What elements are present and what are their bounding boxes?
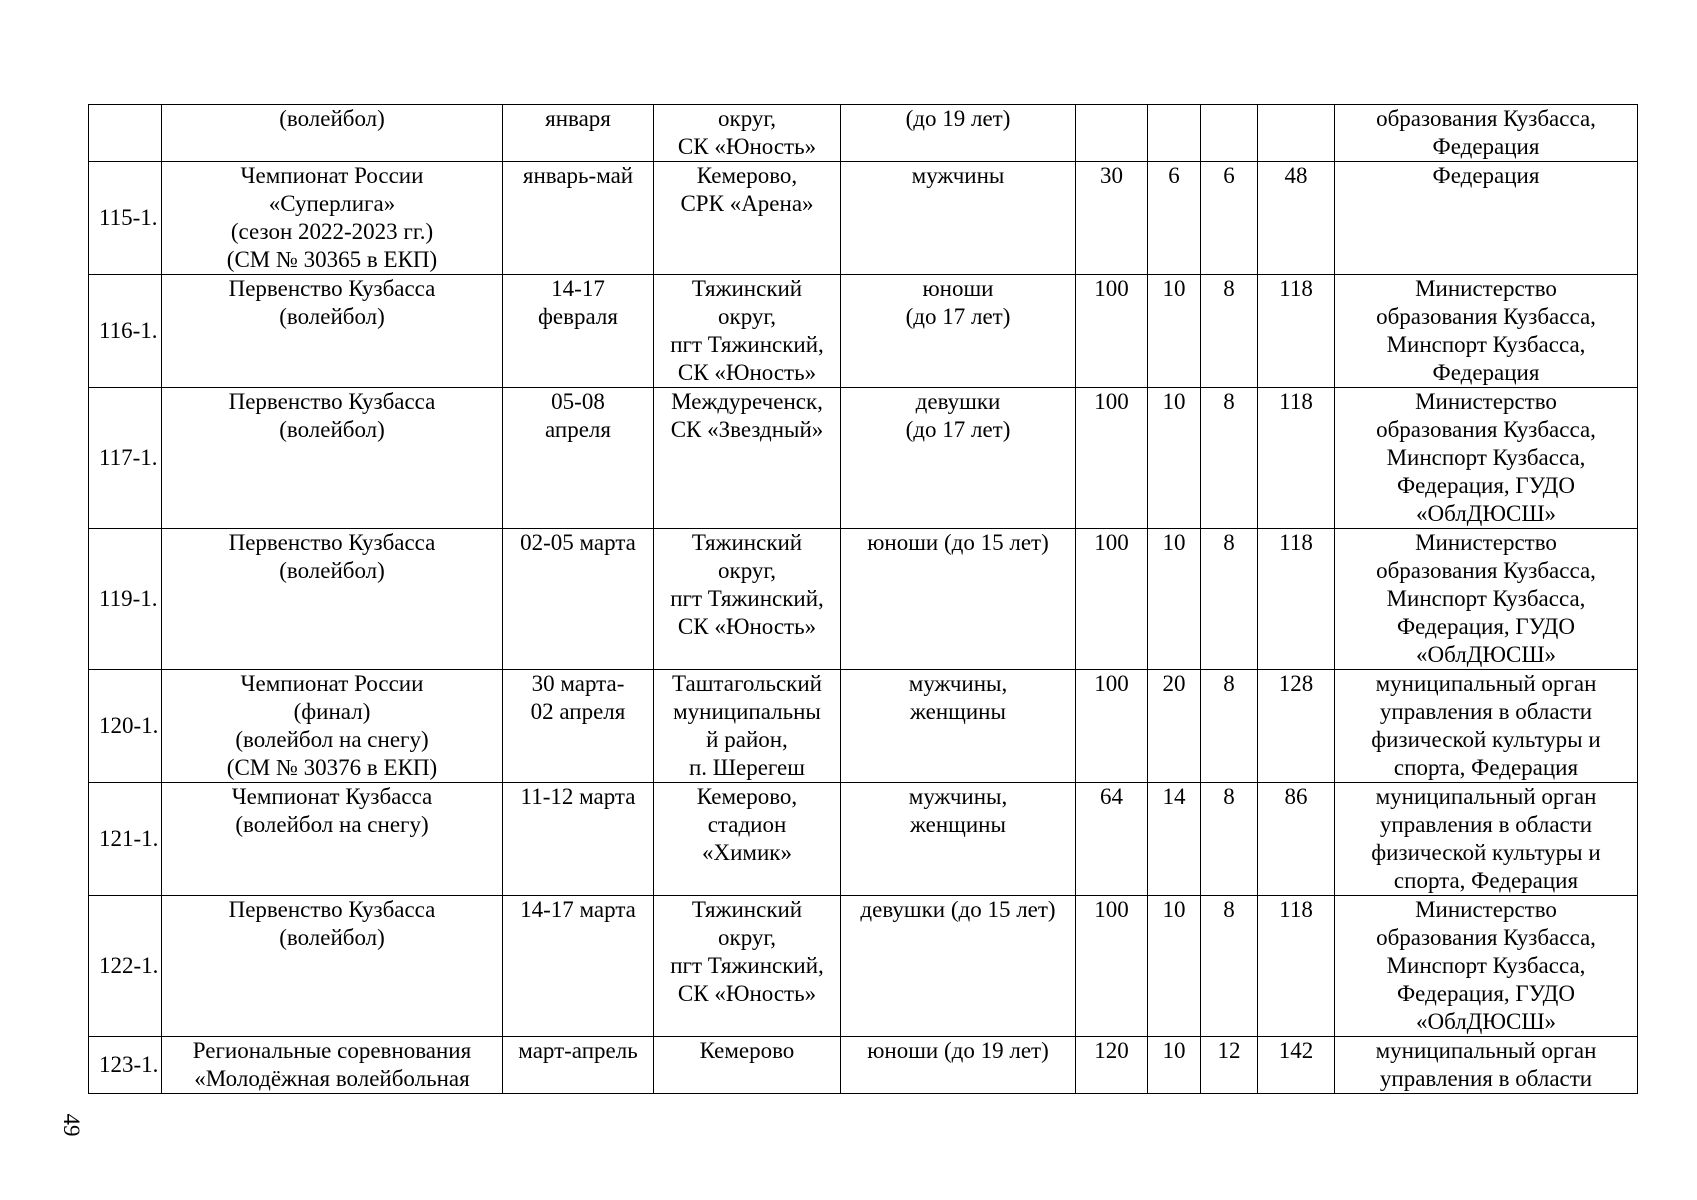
event-place: Кемерово, стадион «Химик» bbox=[654, 783, 841, 896]
row-number: 123-1. bbox=[89, 1037, 162, 1094]
event-dates: 11-12 марта bbox=[503, 783, 654, 896]
organizer: муниципальный орган управления в области физической культуры и спорта, Федерация bbox=[1335, 670, 1638, 783]
count-1: 120 bbox=[1076, 1037, 1148, 1094]
count-2: 6 bbox=[1148, 162, 1201, 275]
organizer: муниципальный орган управления в области физической культуры и спорта, Федерация bbox=[1335, 783, 1638, 896]
table-row bbox=[89, 388, 1638, 529]
event-dates: 14-17 февраля bbox=[503, 275, 654, 388]
participants: девушки (до 17 лет) bbox=[841, 388, 1076, 529]
count-total bbox=[1258, 105, 1335, 162]
page-number: 49 bbox=[59, 1113, 84, 1137]
event-place: Тяжинский округ, пгт Тяжинский, СК «Юность» bbox=[654, 896, 841, 1037]
count-1: 100 bbox=[1076, 275, 1148, 388]
count-3 bbox=[1201, 105, 1258, 162]
count-3: 8 bbox=[1201, 388, 1258, 529]
organizer: Министерство образования Кузбасса, Минспорт Кузбасса, Федерация, ГУДО «ОблДЮСШ» bbox=[1335, 388, 1638, 529]
count-1: 64 bbox=[1076, 783, 1148, 896]
row-number: 117-1. bbox=[89, 388, 162, 529]
count-3: 12 bbox=[1201, 1037, 1258, 1094]
organizer: муниципальный орган управления в области bbox=[1335, 1037, 1638, 1094]
event-name: Региональные соревнования «Молодёжная волейбольная bbox=[162, 1037, 503, 1094]
event-place: Междуреченск, СК «Звездный» bbox=[654, 388, 841, 529]
count-1: 30 bbox=[1076, 162, 1148, 275]
count-total: 48 bbox=[1258, 162, 1335, 275]
count-3: 8 bbox=[1201, 670, 1258, 783]
event-name: Чемпионат России «Суперлига» (сезон 2022-2023 гг.) (СМ № 30365 в ЕКП) bbox=[162, 162, 503, 275]
event-name: (волейбол) bbox=[162, 105, 503, 162]
event-place: Таштагольский муниципальны й район, п. Шерегеш bbox=[654, 670, 841, 783]
table-row bbox=[89, 896, 1638, 1037]
count-2: 10 bbox=[1148, 896, 1201, 1037]
event-name: Первенство Кузбасса (волейбол) bbox=[162, 275, 503, 388]
table-row bbox=[89, 529, 1638, 670]
row-number bbox=[89, 105, 162, 162]
participants: мужчины, женщины bbox=[841, 670, 1076, 783]
participants: юноши (до 17 лет) bbox=[841, 275, 1076, 388]
count-total: 118 bbox=[1258, 275, 1335, 388]
event-place: Тяжинский округ, пгт Тяжинский, СК «Юность» bbox=[654, 529, 841, 670]
count-2: 10 bbox=[1148, 275, 1201, 388]
event-name: Чемпионат России (финал) (волейбол на снегу) (СМ № 30376 в ЕКП) bbox=[162, 670, 503, 783]
count-2: 10 bbox=[1148, 1037, 1201, 1094]
table-row bbox=[89, 275, 1638, 388]
row-number: 120-1. bbox=[89, 670, 162, 783]
organizer: Министерство образования Кузбасса, Минспорт Кузбасса, Федерация bbox=[1335, 275, 1638, 388]
table-row bbox=[89, 1037, 1638, 1094]
count-1: 100 bbox=[1076, 670, 1148, 783]
event-dates: января bbox=[503, 105, 654, 162]
count-total: 86 bbox=[1258, 783, 1335, 896]
event-place: Тяжинский округ, пгт Тяжинский, СК «Юность» bbox=[654, 275, 841, 388]
organizer: образования Кузбасса, Федерация bbox=[1335, 105, 1638, 162]
count-3: 8 bbox=[1201, 896, 1258, 1037]
participants: юноши (до 15 лет) bbox=[841, 529, 1076, 670]
count-2: 10 bbox=[1148, 529, 1201, 670]
participants: юноши (до 19 лет) bbox=[841, 1037, 1076, 1094]
event-dates: 30 марта- 02 апреля bbox=[503, 670, 654, 783]
row-number: 119-1. bbox=[89, 529, 162, 670]
event-place: Кемерово, СРК «Арена» bbox=[654, 162, 841, 275]
participants: (до 19 лет) bbox=[841, 105, 1076, 162]
participants: мужчины bbox=[841, 162, 1076, 275]
count-3: 6 bbox=[1201, 162, 1258, 275]
event-name: Первенство Кузбасса (волейбол) bbox=[162, 388, 503, 529]
count-2: 20 bbox=[1148, 670, 1201, 783]
organizer: Федерация bbox=[1335, 162, 1638, 275]
row-number: 116-1. bbox=[89, 275, 162, 388]
count-3: 8 bbox=[1201, 783, 1258, 896]
count-3: 8 bbox=[1201, 529, 1258, 670]
event-dates: 05-08 апреля bbox=[503, 388, 654, 529]
row-number: 122-1. bbox=[89, 896, 162, 1037]
event-dates: 14-17 марта bbox=[503, 896, 654, 1037]
event-name: Чемпионат Кузбасса (волейбол на снегу) bbox=[162, 783, 503, 896]
event-dates: январь-май bbox=[503, 162, 654, 275]
organizer: Министерство образования Кузбасса, Минспорт Кузбасса, Федерация, ГУДО «ОблДЮСШ» bbox=[1335, 529, 1638, 670]
count-total: 128 bbox=[1258, 670, 1335, 783]
count-2: 14 bbox=[1148, 783, 1201, 896]
row-number: 121-1. bbox=[89, 783, 162, 896]
event-dates: март-апрель bbox=[503, 1037, 654, 1094]
event-place: округ, СК «Юность» bbox=[654, 105, 841, 162]
count-2: 10 bbox=[1148, 388, 1201, 529]
count-1: 100 bbox=[1076, 388, 1148, 529]
participants: девушки (до 15 лет) bbox=[841, 896, 1076, 1037]
event-name: Первенство Кузбасса (волейбол) bbox=[162, 896, 503, 1037]
count-1: 100 bbox=[1076, 529, 1148, 670]
table-row bbox=[89, 783, 1638, 896]
count-total: 118 bbox=[1258, 529, 1335, 670]
table-row bbox=[89, 105, 1638, 162]
count-total: 118 bbox=[1258, 388, 1335, 529]
count-1 bbox=[1076, 105, 1148, 162]
event-place: Кемерово bbox=[654, 1037, 841, 1094]
event-name: Первенство Кузбасса (волейбол) bbox=[162, 529, 503, 670]
count-2 bbox=[1148, 105, 1201, 162]
participants: мужчины, женщины bbox=[841, 783, 1076, 896]
organizer: Министерство образования Кузбасса, Минспорт Кузбасса, Федерация, ГУДО «ОблДЮСШ» bbox=[1335, 896, 1638, 1037]
events-table bbox=[88, 104, 1638, 1094]
count-total: 118 bbox=[1258, 896, 1335, 1037]
row-number: 115-1. bbox=[89, 162, 162, 275]
event-dates: 02-05 марта bbox=[503, 529, 654, 670]
count-1: 100 bbox=[1076, 896, 1148, 1037]
count-total: 142 bbox=[1258, 1037, 1335, 1094]
count-3: 8 bbox=[1201, 275, 1258, 388]
table-row bbox=[89, 162, 1638, 275]
table-row bbox=[89, 670, 1638, 783]
